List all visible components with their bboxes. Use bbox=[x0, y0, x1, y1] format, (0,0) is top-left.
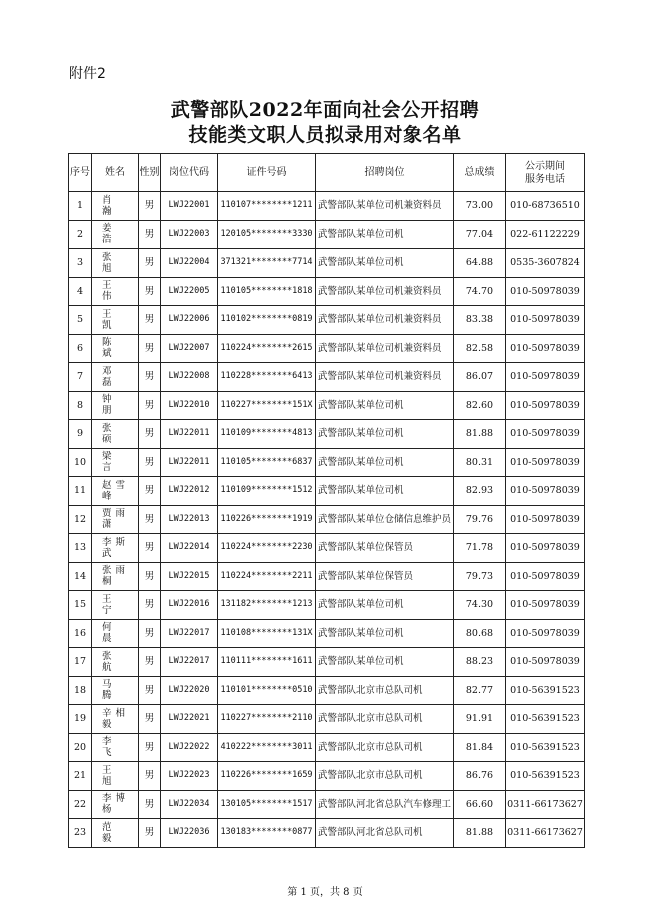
col-gender-cell: 男 bbox=[139, 448, 161, 477]
col-phone-cell: 010-50978039 bbox=[506, 505, 585, 534]
col-index-cell: 12 bbox=[69, 505, 92, 534]
col-post-code-cell: LWJ22005 bbox=[161, 277, 218, 306]
col-position-cell: 武警部队某单位司机 bbox=[316, 249, 454, 278]
col-id-number-cell: 110224********2211 bbox=[218, 562, 316, 591]
col-position-cell: 武警部队某单位司机 bbox=[316, 591, 454, 620]
col-gender-cell: 男 bbox=[139, 676, 161, 705]
col-name-cell: 邓 磊 bbox=[92, 363, 139, 392]
col-index-cell: 13 bbox=[69, 534, 92, 563]
col-gender-cell: 男 bbox=[139, 591, 161, 620]
col-position-cell: 武警部队北京市总队司机 bbox=[316, 705, 454, 734]
col-position-cell: 武警部队某单位保管员 bbox=[316, 534, 454, 563]
col-phone-cell: 010-50978039 bbox=[506, 277, 585, 306]
page-footer: 第 1 页，共 8 页 bbox=[287, 887, 363, 898]
col-id-number-cell: 120105********3330 bbox=[218, 220, 316, 249]
col-phone-cell: 010-50978039 bbox=[506, 534, 585, 563]
col-name-cell: 范 毅 bbox=[92, 819, 139, 848]
col-phone-cell: 022-61122229 bbox=[506, 220, 585, 249]
table-row bbox=[69, 192, 585, 221]
col-id-number-cell: 371321********7714 bbox=[218, 249, 316, 278]
col-id-number-cell: 110228********6413 bbox=[218, 363, 316, 392]
col-name-cell: 贾雨潇 bbox=[92, 505, 139, 534]
col-post-code-cell: LWJ22015 bbox=[161, 562, 218, 591]
table-row bbox=[69, 477, 585, 506]
col-gender-cell: 男 bbox=[139, 762, 161, 791]
col-gender-cell: 男 bbox=[139, 648, 161, 677]
col-score-cell: 83.38 bbox=[454, 306, 506, 335]
col-position-cell: 武警部队某单位司机 bbox=[316, 648, 454, 677]
col-phone-cell: 010-50978039 bbox=[506, 306, 585, 335]
col-gender-cell: 男 bbox=[139, 619, 161, 648]
table-row bbox=[69, 391, 585, 420]
col-post-code-cell: LWJ22007 bbox=[161, 334, 218, 363]
col-score-cell: 80.68 bbox=[454, 619, 506, 648]
col-post-code-cell: LWJ22001 bbox=[161, 192, 218, 221]
document-title-line-2: 技能类文职人员拟录用对象名单 bbox=[188, 124, 462, 146]
col-position-cell: 武警部队某单位司机 bbox=[316, 619, 454, 648]
col-index-cell: 23 bbox=[69, 819, 92, 848]
col-gender-cell: 男 bbox=[139, 277, 161, 306]
col-phone-cell: 010-56391523 bbox=[506, 705, 585, 734]
col-gender-cell: 男 bbox=[139, 420, 161, 449]
table-row bbox=[69, 220, 585, 249]
col-score-cell: 73.00 bbox=[454, 192, 506, 221]
col-post-code-cell: LWJ22022 bbox=[161, 733, 218, 762]
col-id-number-cell: 130183********0877 bbox=[218, 819, 316, 848]
col-name-cell: 王 伟 bbox=[92, 277, 139, 306]
col-score-cell: 74.30 bbox=[454, 591, 506, 620]
col-name-cell: 张 硕 bbox=[92, 420, 139, 449]
col-score-cell: 82.93 bbox=[454, 477, 506, 506]
col-name-cell: 陈 斌 bbox=[92, 334, 139, 363]
col-phone-cell: 010-50978039 bbox=[506, 562, 585, 591]
col-name-cell: 何 晨 bbox=[92, 619, 139, 648]
col-name-cell: 王 凯 bbox=[92, 306, 139, 335]
col-position-cell: 武警部队北京市总队司机 bbox=[316, 762, 454, 791]
col-phone-cell: 010-50978039 bbox=[506, 420, 585, 449]
table-row bbox=[69, 306, 585, 335]
col-position-cell: 武警部队河北省总队汽车修理工 bbox=[316, 790, 454, 819]
col-score-cell: 79.76 bbox=[454, 505, 506, 534]
table-row bbox=[69, 676, 585, 705]
table-header-row bbox=[69, 154, 585, 192]
col-index-cell: 14 bbox=[69, 562, 92, 591]
col-id-number-cell: 110102********0819 bbox=[218, 306, 316, 335]
col-gender-cell: 男 bbox=[139, 477, 161, 506]
col-name-cell: 姜 浩 bbox=[92, 220, 139, 249]
col-phone-cell: 010-56391523 bbox=[506, 676, 585, 705]
col-id-number-cell: 110109********4813 bbox=[218, 420, 316, 449]
col-id-number-cell: 110226********1659 bbox=[218, 762, 316, 791]
col-gender-cell: 男 bbox=[139, 505, 161, 534]
col-index-cell: 9 bbox=[69, 420, 92, 449]
col-position-cell: 武警部队北京市总队司机 bbox=[316, 676, 454, 705]
col-gender-header: 性别 bbox=[139, 154, 161, 192]
col-index-cell: 16 bbox=[69, 619, 92, 648]
col-position-cell: 武警部队某单位司机 bbox=[316, 220, 454, 249]
col-position-cell: 武警部队某单位司机 bbox=[316, 391, 454, 420]
col-name-cell: 张 旭 bbox=[92, 249, 139, 278]
col-id-number-cell: 131182********1213 bbox=[218, 591, 316, 620]
col-id-number-cell: 110108********131X bbox=[218, 619, 316, 648]
col-post-code-cell: LWJ22021 bbox=[161, 705, 218, 734]
col-score-cell: 82.58 bbox=[454, 334, 506, 363]
col-position-cell: 武警部队某单位司机 bbox=[316, 477, 454, 506]
col-name-cell: 张 航 bbox=[92, 648, 139, 677]
col-score-cell: 81.88 bbox=[454, 420, 506, 449]
col-name-header: 姓名 bbox=[92, 154, 139, 192]
table-row bbox=[69, 790, 585, 819]
col-gender-cell: 男 bbox=[139, 363, 161, 392]
col-gender-cell: 男 bbox=[139, 819, 161, 848]
col-position-header: 招聘岗位 bbox=[316, 154, 454, 192]
col-index-cell: 8 bbox=[69, 391, 92, 420]
table-row bbox=[69, 277, 585, 306]
col-index-cell: 18 bbox=[69, 676, 92, 705]
col-position-cell: 武警部队某单位仓储信息维护员 bbox=[316, 505, 454, 534]
col-post-code-cell: LWJ22017 bbox=[161, 619, 218, 648]
col-id-number-cell: 410222********3011 bbox=[218, 733, 316, 762]
col-score-cell: 81.88 bbox=[454, 819, 506, 848]
col-post-code-cell: LWJ22012 bbox=[161, 477, 218, 506]
table-row bbox=[69, 591, 585, 620]
col-index-cell: 2 bbox=[69, 220, 92, 249]
col-phone-cell: 0311-66173627 bbox=[506, 790, 585, 819]
col-phone-cell: 010-50978039 bbox=[506, 619, 585, 648]
col-post-code-cell: LWJ22017 bbox=[161, 648, 218, 677]
col-name-cell: 王 宁 bbox=[92, 591, 139, 620]
table-row bbox=[69, 705, 585, 734]
col-id-number-cell: 110101********0510 bbox=[218, 676, 316, 705]
col-post-code-cell: LWJ22013 bbox=[161, 505, 218, 534]
col-phone-header: 公示期间 服务电话 bbox=[506, 154, 585, 192]
table-row bbox=[69, 334, 585, 363]
col-index-cell: 7 bbox=[69, 363, 92, 392]
col-id-number-cell: 110109********1512 bbox=[218, 477, 316, 506]
col-id-number-cell: 110226********1919 bbox=[218, 505, 316, 534]
col-gender-cell: 男 bbox=[139, 534, 161, 563]
attachment-label: 附件2 bbox=[69, 66, 106, 82]
col-position-cell: 武警部队河北省总队司机 bbox=[316, 819, 454, 848]
col-position-cell: 武警部队某单位司机兼资料员 bbox=[316, 192, 454, 221]
col-id-number-cell: 110105********1818 bbox=[218, 277, 316, 306]
col-score-cell: 82.77 bbox=[454, 676, 506, 705]
col-post-code-header: 岗位代码 bbox=[161, 154, 218, 192]
table-row bbox=[69, 819, 585, 848]
col-index-cell: 10 bbox=[69, 448, 92, 477]
col-score-header: 总成绩 bbox=[454, 154, 506, 192]
col-id-number-cell: 110111********1611 bbox=[218, 648, 316, 677]
col-score-cell: 74.70 bbox=[454, 277, 506, 306]
col-post-code-cell: LWJ22014 bbox=[161, 534, 218, 563]
col-position-cell: 武警部队某单位司机兼资料员 bbox=[316, 277, 454, 306]
col-index-cell: 15 bbox=[69, 591, 92, 620]
col-post-code-cell: LWJ22008 bbox=[161, 363, 218, 392]
col-index-cell: 6 bbox=[69, 334, 92, 363]
col-id-number-cell: 130105********1517 bbox=[218, 790, 316, 819]
col-post-code-cell: LWJ22011 bbox=[161, 448, 218, 477]
table-row bbox=[69, 762, 585, 791]
col-name-cell: 钟 朋 bbox=[92, 391, 139, 420]
col-phone-cell: 010-68736510 bbox=[506, 192, 585, 221]
col-post-code-cell: LWJ22006 bbox=[161, 306, 218, 335]
col-index-cell: 17 bbox=[69, 648, 92, 677]
table-row bbox=[69, 534, 585, 563]
col-phone-cell: 010-50978039 bbox=[506, 391, 585, 420]
col-position-cell: 武警部队某单位司机兼资料员 bbox=[316, 363, 454, 392]
col-post-code-cell: LWJ22020 bbox=[161, 676, 218, 705]
col-name-cell: 马 腾 bbox=[92, 676, 139, 705]
col-index-cell: 1 bbox=[69, 192, 92, 221]
col-post-code-cell: LWJ22003 bbox=[161, 220, 218, 249]
col-gender-cell: 男 bbox=[139, 391, 161, 420]
table-row bbox=[69, 733, 585, 762]
col-position-cell: 武警部队某单位司机 bbox=[316, 448, 454, 477]
col-index-cell: 11 bbox=[69, 477, 92, 506]
col-index-cell: 19 bbox=[69, 705, 92, 734]
col-name-cell: 梁 言 bbox=[92, 448, 139, 477]
col-score-cell: 86.76 bbox=[454, 762, 506, 791]
table-row bbox=[69, 648, 585, 677]
col-id-number-cell: 110227********2110 bbox=[218, 705, 316, 734]
col-post-code-cell: LWJ22036 bbox=[161, 819, 218, 848]
table-row bbox=[69, 505, 585, 534]
col-id-number-cell: 110224********2230 bbox=[218, 534, 316, 563]
col-id-number-cell: 110105********6837 bbox=[218, 448, 316, 477]
col-phone-cell: 010-50978039 bbox=[506, 363, 585, 392]
col-score-cell: 71.78 bbox=[454, 534, 506, 563]
col-name-cell: 肖 瀚 bbox=[92, 192, 139, 221]
col-score-cell: 77.04 bbox=[454, 220, 506, 249]
col-phone-cell: 0535-3607824 bbox=[506, 249, 585, 278]
col-id-number-cell: 110227********151X bbox=[218, 391, 316, 420]
col-index-header: 序号 bbox=[69, 154, 92, 192]
col-score-cell: 86.07 bbox=[454, 363, 506, 392]
col-id-number-cell: 110107********1211 bbox=[218, 192, 316, 221]
table-row bbox=[69, 363, 585, 392]
col-phone-cell: 0311-66173627 bbox=[506, 819, 585, 848]
col-gender-cell: 男 bbox=[139, 790, 161, 819]
col-post-code-cell: LWJ22016 bbox=[161, 591, 218, 620]
col-position-cell: 武警部队某单位司机兼资料员 bbox=[316, 334, 454, 363]
col-name-cell: 王 旭 bbox=[92, 762, 139, 791]
col-position-cell: 武警部队某单位司机兼资料员 bbox=[316, 306, 454, 335]
col-gender-cell: 男 bbox=[139, 306, 161, 335]
col-phone-cell: 010-50978039 bbox=[506, 648, 585, 677]
col-post-code-cell: LWJ22010 bbox=[161, 391, 218, 420]
col-phone-cell: 010-56391523 bbox=[506, 733, 585, 762]
col-id-number-header: 证件号码 bbox=[218, 154, 316, 192]
col-phone-cell: 010-50978039 bbox=[506, 448, 585, 477]
col-name-cell: 张雨桐 bbox=[92, 562, 139, 591]
table-row bbox=[69, 619, 585, 648]
col-score-cell: 91.91 bbox=[454, 705, 506, 734]
col-name-cell: 李博杨 bbox=[92, 790, 139, 819]
candidate-table bbox=[68, 153, 585, 848]
col-gender-cell: 男 bbox=[139, 192, 161, 221]
col-gender-cell: 男 bbox=[139, 334, 161, 363]
col-gender-cell: 男 bbox=[139, 220, 161, 249]
col-position-cell: 武警部队北京市总队司机 bbox=[316, 733, 454, 762]
col-score-cell: 81.84 bbox=[454, 733, 506, 762]
col-name-cell: 李斯武 bbox=[92, 534, 139, 563]
col-index-cell: 20 bbox=[69, 733, 92, 762]
table-row bbox=[69, 420, 585, 449]
table-row bbox=[69, 249, 585, 278]
col-name-cell: 李 飞 bbox=[92, 733, 139, 762]
col-id-number-cell: 110224********2615 bbox=[218, 334, 316, 363]
col-phone-cell: 010-50978039 bbox=[506, 591, 585, 620]
col-score-cell: 64.88 bbox=[454, 249, 506, 278]
col-name-cell: 赵雪峰 bbox=[92, 477, 139, 506]
col-post-code-cell: LWJ22034 bbox=[161, 790, 218, 819]
col-gender-cell: 男 bbox=[139, 249, 161, 278]
col-phone-cell: 010-56391523 bbox=[506, 762, 585, 791]
col-index-cell: 5 bbox=[69, 306, 92, 335]
col-score-cell: 88.23 bbox=[454, 648, 506, 677]
col-score-cell: 66.60 bbox=[454, 790, 506, 819]
col-phone-cell: 010-50978039 bbox=[506, 477, 585, 506]
col-phone-cell: 010-50978039 bbox=[506, 334, 585, 363]
col-index-cell: 21 bbox=[69, 762, 92, 791]
col-index-cell: 3 bbox=[69, 249, 92, 278]
col-position-cell: 武警部队某单位司机 bbox=[316, 420, 454, 449]
col-post-code-cell: LWJ22023 bbox=[161, 762, 218, 791]
table-row bbox=[69, 562, 585, 591]
col-index-cell: 4 bbox=[69, 277, 92, 306]
col-score-cell: 82.60 bbox=[454, 391, 506, 420]
document-title-line-1: 武警部队2022年面向社会公开招聘 bbox=[170, 99, 480, 121]
col-gender-cell: 男 bbox=[139, 705, 161, 734]
table-body bbox=[69, 192, 585, 848]
col-gender-cell: 男 bbox=[139, 733, 161, 762]
col-score-cell: 79.73 bbox=[454, 562, 506, 591]
col-name-cell: 辛相毅 bbox=[92, 705, 139, 734]
col-score-cell: 80.31 bbox=[454, 448, 506, 477]
col-gender-cell: 男 bbox=[139, 562, 161, 591]
col-post-code-cell: LWJ22004 bbox=[161, 249, 218, 278]
col-index-cell: 22 bbox=[69, 790, 92, 819]
col-post-code-cell: LWJ22011 bbox=[161, 420, 218, 449]
col-position-cell: 武警部队某单位保管员 bbox=[316, 562, 454, 591]
table-row bbox=[69, 448, 585, 477]
